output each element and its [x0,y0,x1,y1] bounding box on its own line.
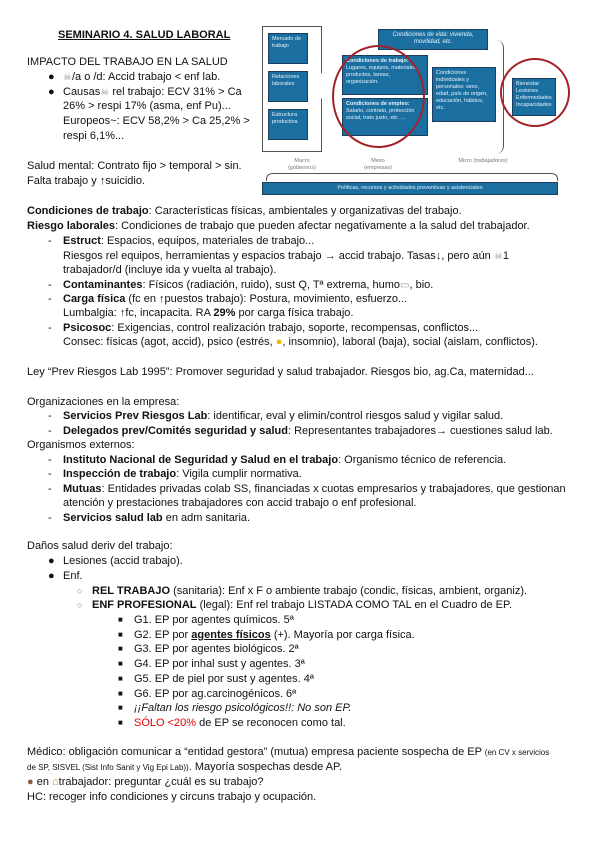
list-item: - Contaminantes: Físicos (radiación, ruido), sust Q, Tª extrema, humo▭, bio. [48,279,434,291]
highlight-circle [500,58,570,127]
text: atención y prestaciones trabajadores con accid trabajo o enf profesional. [63,497,417,509]
text: Salario, contrato, protección social, trato justo, etc. ... [346,108,415,121]
cigarette-icon: ▭ [400,280,410,291]
house-icon: ⌂ [52,776,59,788]
text [27,760,342,776]
term: Estruct [63,235,101,247]
list-item: ■ G5. EP de piel por sust y agentes. 4ª [118,673,314,685]
list-item: - Servicios Prev Riesgos Lab: identificar, eval y elimin/control riesgos salud y vigilar salud. [48,410,504,422]
salud-mental: Salud mental: Contrato fijo > temporal > sin. [27,160,242,172]
policies-bar: Políticas, recursos y actividades preventivas y asistenciales [262,182,558,195]
text: Condiciones de empleo: [346,101,410,107]
doctor-icon: ● [27,776,34,788]
text [63,306,353,321]
list-item: - Mutuas: Entidades privadas colab SS, financiadas x cuotas empresarios y trabajadores, que gestionan [48,483,566,495]
term: ENF PROFESIONAL [92,599,197,611]
list-item: ■ G6. EP por ag.carcinogénicos. 6ª [118,688,297,700]
text: Europeos~: ECV 58,2% > Ca 25,2% > [63,115,250,127]
list-item: - Carga física (fc en ↑puestos trabajo): Postura, movimiento, esfuerzo... [48,293,408,305]
text: SÓLO <20% [134,717,197,729]
text: Condiciones de trabajo: [346,58,409,64]
text [27,745,549,761]
skull-icon: ☠ [63,72,72,83]
text: G3. EP por agentes biológicos. 2ª [134,643,299,655]
text: G6. EP por ag.carcinogénicos. 6ª [134,688,297,700]
term: REL TRABAJO [92,585,171,597]
list-item: ● Lesiones (accid trabajo). [48,555,183,567]
section-heading: Organizaciones en la empresa: [27,396,180,408]
text: /a o /d: Accid trabajo < enf lab. [71,71,221,83]
text [27,219,530,234]
text: de SP, SISVEL (Sist Info Sanit y Vig Epi Lab)) [27,763,189,772]
text: , bio. [409,279,434,291]
term: Delegados prev/Comités seguridad y salud [63,425,288,437]
list-item: - Estruct: Espacios, equipos, materiales de trabajo... [48,235,315,247]
text: (+). Mayoría por carga física. [270,629,415,641]
text: (legal): Enf rel trabajo LISTADA COMO TAL en el Cuadro de EP. [196,599,512,611]
impacto-heading: IMPACTO DEL TRABAJO EN LA SALUD [27,56,228,68]
term: Carga física [63,293,126,305]
macro-box: Relaciones laborales [268,71,308,102]
text: 26% > respi 17% (asma, enf Pu)... [63,100,231,112]
text: Riesgos rel equipos, herramientas y espacios trabajo → accid trabajo. Tasas↓, pero aún [63,250,494,262]
list-item: ■ G3. EP por agentes biológicos. 2ª [118,643,299,655]
list-item: ■ G4. EP por inhal sust y agentes. 3ª [118,658,305,670]
text: en adm sanitaria. [162,512,251,524]
text: agentes físicos [191,629,271,641]
text: : Vigila cumplir normativa. [176,468,302,480]
text: Lesiones (accid trabajo). [63,555,183,567]
text: por carga física trabajo. [235,307,354,319]
text: . Mayoría sospechas desde AP. [188,761,342,773]
term: Servicios salud lab [63,512,163,524]
text: : Entidades privadas colab SS, financiadas x cuotas empresarios y trabajadores, que gestionan [101,483,566,495]
term: Servicios Prev Riesgos Lab [63,410,208,422]
list-item: - Instituto Nacional de Seguridad y Salud en el trabajo: Organismo técnico de referencia. [48,454,507,466]
text: : identificar, eval y elimin/control riesgos salud y vigilar salud. [207,410,504,422]
text: 1 [502,250,509,262]
text: Médico: obligación comunicar a “entidad gestora” (mutua) empresa paciente sospecha de EP [27,746,485,758]
section-heading: Daños salud deriv del trabajo: [27,540,173,552]
text: de EP se reconocen como tal. [196,717,346,729]
section-heading: Organismos externos: [27,439,135,451]
list-item: ■ ¡¡Faltan los riesgo psicológicos!!: No son EP. [118,702,352,714]
skull-icon: ☠ [100,87,110,98]
text [27,204,462,219]
text [27,775,264,790]
text: : Exigencias, control realización trabajo, soporte, recompensas, conflictos... [111,322,479,334]
impacto-bullet-2: ● Causas☠ rel trabajo: ECV 31% > Ca [48,86,242,98]
text: G1. EP por agentes químicos. 5ª [134,614,294,626]
text: : Características físicas, ambientales y organizativas del trabajo. [148,205,462,217]
bottom-brace [266,173,558,181]
text: (en CV x servicios [484,748,550,757]
individuales-box: Condiciones individuales y personales: sexo, edad, país de origen, educación, hábitos, etc. [432,67,496,122]
text: G2. EP por [134,629,192,641]
text: Causas [63,86,101,98]
text: G4. EP por inhal sust y agentes. 3ª [134,658,305,670]
micro-label: Micro (trabajadores) [458,158,508,164]
text: : Condiciones de trabajo que pueden afectar negativamente a la salud del trabajador. [115,220,530,232]
list-item: - Delegados prev/Comités seguridad y salud: Representantes trabajadores→ cuestiones salud lab. [48,425,553,437]
list-item: ○ REL TRABAJO (sanitaria): Enf x F o ambiente trabajo (condic, físicas, ambient, organiz). [77,585,528,597]
text: (sanitaria): Enf x F o ambiente trabajo (condic, físicas, ambient, organiz). [170,585,528,597]
term: Psicosoc [63,322,112,334]
term: Mutuas [63,483,102,495]
skull-icon: ☠ [493,251,503,262]
crying-face-icon: ● [275,336,283,348]
list-item: - Inspección de trabajo: Vigila cumplir normativa. [48,468,302,480]
text: rel trabajo: ECV 31% > Ca [109,86,242,98]
text: respi 6,1%... [63,130,125,142]
text: 29% [213,307,236,319]
term: Riesgo laborales [27,220,116,232]
outcomes-box: Bienestar Lesiones Enfermedades Incapacidades [512,78,556,116]
text: Enf. [63,570,83,582]
text: , insomnio), laboral (baja), social (aislam, conflictos). [282,336,538,348]
text: Consec: físicas (agot, accid), psico (estrés, [63,336,276,348]
text: : Físicos (radiación, ruido), sust Q, Tª extrema, humo [142,279,401,291]
impacto-bullet-1: ● ☠/a o /d: Accid trabajo < enf lab. [48,71,221,83]
list-item: ○ ENF PROFESIONAL (legal): Enf rel trabajo LISTADA COMO TAL en el Cuadro de EP. [77,599,512,611]
term: Condiciones de trabajo [27,205,149,217]
macro-label: Macro (gobiernos) [288,158,316,171]
list-item: ● Enf. [48,570,83,582]
text: G5. EP de piel por sust y agentes. 4ª [134,673,314,685]
text: : Representantes trabajadores→ cuestiones salud lab. [287,425,553,437]
text: HC: recoger info condiciones y circuns trabajo y ocupación. [27,791,317,803]
text: (fc en ↑puestos trabajo): Postura, movimiento, esfuerzo... [125,293,408,305]
macro-box: Estructura productiva [268,109,308,140]
list-item: ■ SÓLO <20% de EP se reconocen como tal. [118,717,346,729]
list-item: - Psicosoc: Exigencias, control realización trabajo, soporte, recompensas, conflictos... [48,322,479,334]
vida-box: Condiciones de vida: vivienda, movilidad, etc. [378,29,488,50]
text: : Organismo técnico de referencia. [338,454,507,466]
text: trabajador/d (incluye ida y vuelta al trabajo). [63,264,277,276]
text: ¡¡Faltan los riesgo psicológicos!!: No son EP. [134,702,352,714]
ley-text: Ley “Prev Riesgos Lab 1995”: Promover seguridad y salud trabajador. Riesgos bio, ag.Ca, maternidad... [27,366,534,378]
meso-label: Meso (empresas) [364,158,392,171]
text: Lumbalgia: ↑fc, incapacita. RA [63,307,214,319]
salud-mental: Falta trabajo y ↑suicidio. [27,175,145,187]
highlight-circle [332,45,425,148]
term: Contaminantes [63,279,143,291]
page-title: SEMINARIO 4. SALUD LABORAL [58,29,231,41]
list-item: ■ G2. EP por agentes físicos (+). Mayoría por carga física. [118,629,415,641]
macro-box: Mercado de trabajo [268,33,308,64]
text: Lugares, equipos, materiales, productos, tareas, organización. [346,65,419,85]
text: trabajador: preguntar ¿cuál es su trabajo? [58,776,264,788]
text [63,335,538,350]
list-item: ■ G1. EP por agentes químicos. 5ª [118,614,294,626]
text: en [33,776,53,788]
list-item: - Servicios salud lab en adm sanitaria. [48,512,251,524]
term: Inspección de trabajo [63,468,177,480]
term: Instituto Nacional de Seguridad y Salud en el trabajo [63,454,339,466]
text: : Espacios, equipos, materiales de trabajo... [100,235,315,247]
